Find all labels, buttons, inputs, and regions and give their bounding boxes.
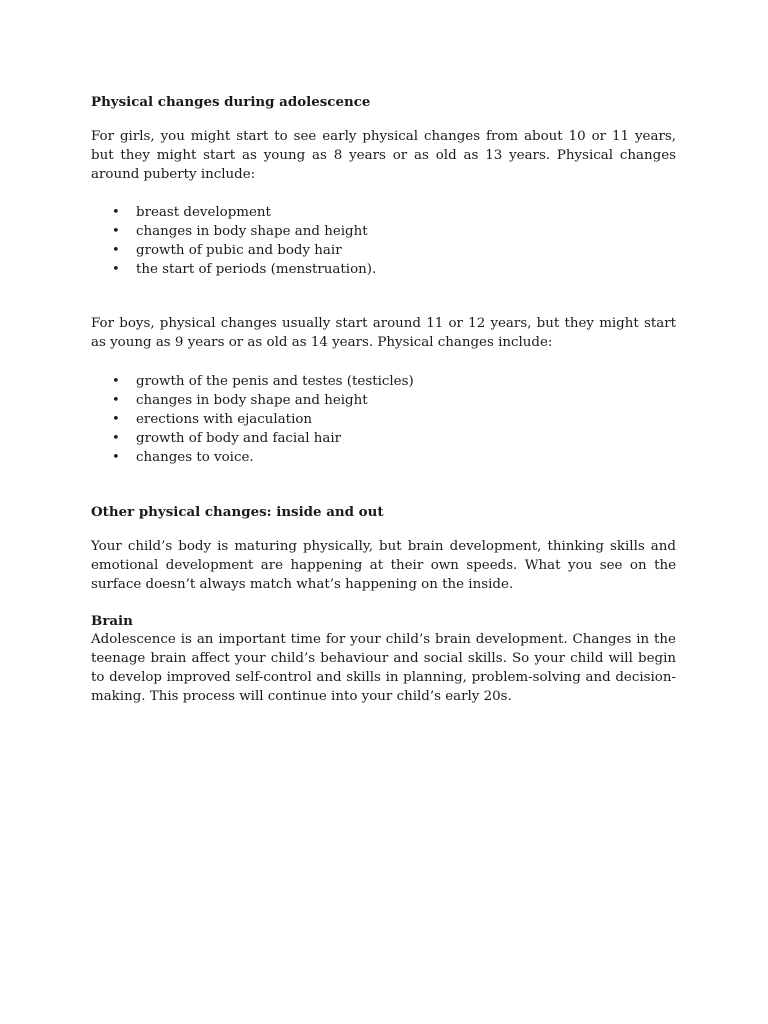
list-item-text: growth of body and facial hair bbox=[136, 430, 342, 446]
list-item-text: breast development bbox=[136, 205, 271, 221]
list-item bbox=[91, 203, 676, 222]
list-item bbox=[91, 429, 676, 448]
bullet-icon: • bbox=[112, 373, 120, 389]
list-item-text: the start of periods (menstruation). bbox=[136, 262, 377, 278]
list-item-text: changes in body shape and height bbox=[136, 224, 368, 240]
list-item bbox=[91, 241, 676, 260]
bullet-icon: • bbox=[112, 243, 120, 259]
list-item bbox=[91, 410, 676, 429]
list-item bbox=[91, 260, 676, 279]
paragraph-brain: Adolescence is an important time for your child’s brain development. Changes in the teenage brain affect your child’s behaviour and social skills. So your child will begin to develop improved self-control and skills in planning, problem-solving and decision-making. This process will continue into your child’s early 20s. bbox=[91, 632, 676, 704]
document-page bbox=[91, 92, 676, 707]
list-item-text: growth of pubic and body hair bbox=[136, 243, 342, 259]
bullet-icon: • bbox=[112, 411, 120, 427]
list-item-text: changes in body shape and height bbox=[136, 392, 368, 408]
list-item bbox=[91, 448, 676, 467]
list-girls-changes bbox=[91, 203, 676, 279]
list-item-text: erections with ejaculation bbox=[136, 411, 313, 427]
heading-brain: Brain bbox=[91, 613, 133, 630]
bullet-icon: • bbox=[112, 392, 120, 408]
list-item-text: changes to voice. bbox=[136, 449, 254, 465]
paragraph-boys-intro: For boys, physical changes usually start around 11 or 12 years, but they might start as young as 9 years or as old as 14 years. Physical changes include: bbox=[91, 316, 676, 351]
list-item-text: growth of the penis and testes (testicles) bbox=[136, 373, 414, 389]
bullet-icon: • bbox=[112, 430, 120, 446]
list-item bbox=[91, 391, 676, 410]
heading-physical-changes: Physical changes during adolescence bbox=[91, 94, 371, 110]
list-boys-changes bbox=[91, 372, 676, 467]
bullet-icon: • bbox=[112, 449, 120, 465]
list-item bbox=[91, 372, 676, 391]
paragraph-other-changes: Your child’s body is maturing physically, but brain development, thinking skills and emotional development are happening at their own speeds. What you see on the surface doesn’t always match what’s happening on the inside. bbox=[91, 538, 676, 592]
list-item bbox=[91, 222, 676, 241]
bullet-icon: • bbox=[112, 205, 120, 221]
paragraph-girls-intro: For girls, you might start to see early physical changes from about 10 or 11 years, but they might start as young as 8 years or as old as 13 years. Physical changes around puberty include: bbox=[91, 129, 676, 182]
bullet-icon: • bbox=[112, 224, 120, 240]
heading-other-changes: Other physical changes: inside and out bbox=[91, 503, 384, 520]
bullet-icon: • bbox=[112, 262, 120, 278]
